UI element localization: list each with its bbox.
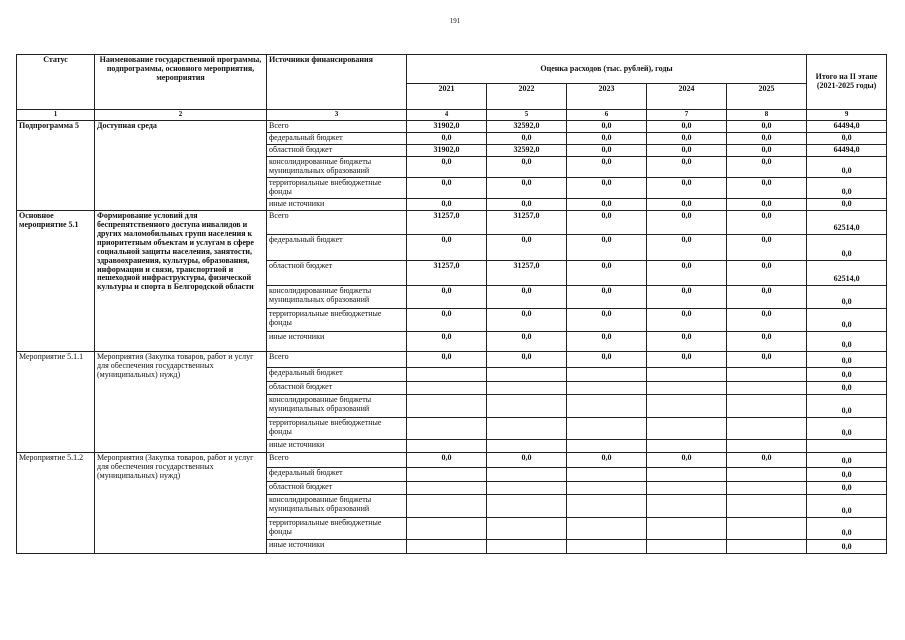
year-value-cell: 0,0 [567, 452, 647, 467]
funding-source: областной бюджет [267, 381, 407, 394]
year-value-cell [727, 367, 807, 381]
total-cell: 0,0 [807, 198, 887, 210]
colnum: 7 [647, 110, 727, 121]
year-value-cell [567, 494, 647, 517]
total-cell: 0,0 [807, 481, 887, 494]
year-value-cell [567, 467, 647, 481]
funding-source: иные источники [267, 331, 407, 351]
year-value-cell: 0,0 [407, 198, 487, 210]
year-value-cell: 0,0 [727, 144, 807, 156]
year-value-cell: 0,0 [567, 144, 647, 156]
colnum: 1 [17, 110, 95, 121]
funding-source: консолидированные бюджеты муниципальных образований [267, 494, 407, 517]
colnum: 6 [567, 110, 647, 121]
year-value-cell [647, 367, 727, 381]
header-status: Статус [17, 55, 95, 110]
total-cell: 62514,0 [807, 210, 887, 234]
year-value-cell [647, 381, 727, 394]
year-value-cell [727, 439, 807, 452]
year-value-cell: 0,0 [567, 351, 647, 367]
funding-source: территориальные внебюджетные фонды [267, 177, 407, 198]
total-cell: 0,0 [807, 308, 887, 331]
expenditure-table [16, 54, 887, 554]
year-value-cell: 31257,0 [487, 260, 567, 285]
total-cell: 64494,0 [807, 144, 887, 156]
year-value-cell: 31902,0 [407, 120, 487, 132]
year-value-cell [727, 394, 807, 417]
page-number: 191 [449, 17, 461, 25]
funding-source: иные источники [267, 439, 407, 452]
year-value-cell: 0,0 [647, 144, 727, 156]
year-value-cell: 32592,0 [487, 120, 567, 132]
year-value-cell [407, 381, 487, 394]
year-value-cell: 0,0 [567, 177, 647, 198]
total-cell: 0,0 [807, 381, 887, 394]
year-value-cell [647, 439, 727, 452]
year-value-cell [487, 367, 567, 381]
year-value-cell [567, 481, 647, 494]
year-value-cell [727, 481, 807, 494]
year-value-cell: 0,0 [727, 452, 807, 467]
year-value-cell: 0,0 [487, 308, 567, 331]
total-cell: 0,0 [807, 156, 887, 177]
colnum: 5 [487, 110, 567, 121]
year-value-cell: 0,0 [727, 331, 807, 351]
row-status: Мероприятие 5.1.1 [17, 351, 95, 452]
row-name: Доступная среда [95, 120, 267, 210]
year-value-cell [487, 417, 567, 439]
header-name: Наименование государственной программы, подпрограммы, основного мероприятия, мероприятия [95, 55, 267, 110]
funding-source: федеральный бюджет [267, 467, 407, 481]
year-value-cell [487, 439, 567, 452]
year-value-cell [407, 367, 487, 381]
year-value-cell: 0,0 [727, 285, 807, 308]
year-value-cell: 31902,0 [407, 144, 487, 156]
year-value-cell [727, 467, 807, 481]
year-2021: 2021 [407, 84, 487, 110]
year-value-cell: 0,0 [407, 351, 487, 367]
table-row [17, 351, 887, 367]
year-2025: 2025 [727, 84, 807, 110]
year-value-cell: 0,0 [567, 285, 647, 308]
year-value-cell: 0,0 [647, 132, 727, 144]
year-value-cell: 0,0 [567, 331, 647, 351]
year-value-cell: 0,0 [727, 260, 807, 285]
year-value-cell: 0,0 [487, 452, 567, 467]
year-value-cell: 0,0 [647, 260, 727, 285]
year-value-cell [487, 481, 567, 494]
year-value-cell: 0,0 [487, 198, 567, 210]
year-value-cell: 0,0 [567, 198, 647, 210]
year-value-cell: 0,0 [567, 210, 647, 234]
year-value-cell: 32592,0 [487, 144, 567, 156]
year-value-cell [647, 417, 727, 439]
year-value-cell: 0,0 [407, 177, 487, 198]
year-value-cell: 0,0 [487, 331, 567, 351]
year-value-cell: 0,0 [407, 234, 487, 260]
year-value-cell [487, 517, 567, 539]
year-2023: 2023 [567, 84, 647, 110]
year-value-cell: 0,0 [727, 120, 807, 132]
year-value-cell: 0,0 [567, 260, 647, 285]
colnum: 3 [267, 110, 407, 121]
row-status: Основное мероприятие 5.1 [17, 210, 95, 351]
funding-source: Всего [267, 452, 407, 467]
year-value-cell [567, 367, 647, 381]
funding-source: областной бюджет [267, 260, 407, 285]
year-value-cell [647, 481, 727, 494]
total-cell: 0,0 [807, 331, 887, 351]
year-value-cell: 0,0 [647, 234, 727, 260]
year-value-cell [487, 539, 567, 553]
column-number-row [17, 110, 887, 121]
year-value-cell: 0,0 [487, 351, 567, 367]
year-value-cell: 0,0 [487, 234, 567, 260]
year-value-cell [407, 417, 487, 439]
year-value-cell [487, 394, 567, 417]
year-value-cell: 0,0 [647, 156, 727, 177]
total-cell: 0,0 [807, 417, 887, 439]
year-value-cell [647, 467, 727, 481]
year-value-cell: 0,0 [487, 177, 567, 198]
year-value-cell: 0,0 [487, 132, 567, 144]
year-value-cell: 0,0 [647, 351, 727, 367]
year-value-cell: 31257,0 [487, 210, 567, 234]
year-value-cell [407, 494, 487, 517]
year-value-cell [567, 381, 647, 394]
year-value-cell [727, 539, 807, 553]
funding-source: консолидированные бюджеты муниципальных образований [267, 394, 407, 417]
colnum: 8 [727, 110, 807, 121]
year-value-cell: 0,0 [727, 177, 807, 198]
year-value-cell: 0,0 [567, 308, 647, 331]
header-row [17, 55, 887, 84]
year-value-cell [407, 481, 487, 494]
funding-source: территориальные внебюджетные фонды [267, 308, 407, 331]
year-value-cell: 0,0 [647, 120, 727, 132]
year-value-cell: 31257,0 [407, 260, 487, 285]
year-value-cell [407, 467, 487, 481]
total-cell: 0,0 [807, 132, 887, 144]
funding-source: Всего [267, 210, 407, 234]
funding-source: территориальные внебюджетные фонды [267, 417, 407, 439]
year-value-cell: 0,0 [647, 285, 727, 308]
year-value-cell: 0,0 [487, 285, 567, 308]
total-cell [807, 439, 887, 452]
total-cell: 0,0 [807, 467, 887, 481]
year-value-cell: 0,0 [727, 198, 807, 210]
year-value-cell [407, 517, 487, 539]
year-value-cell: 0,0 [727, 156, 807, 177]
table-row [17, 120, 887, 132]
year-value-cell: 0,0 [567, 234, 647, 260]
year-2024: 2024 [647, 84, 727, 110]
header-estimate: Оценка расходов (тыс. рублей), годы [407, 55, 807, 84]
year-value-cell: 0,0 [407, 308, 487, 331]
year-value-cell: 0,0 [727, 351, 807, 367]
year-value-cell [567, 539, 647, 553]
year-value-cell: 0,0 [567, 132, 647, 144]
table-row [17, 210, 887, 234]
funding-source: Всего [267, 351, 407, 367]
total-cell: 0,0 [807, 177, 887, 198]
year-value-cell: 0,0 [647, 210, 727, 234]
year-value-cell [567, 517, 647, 539]
header-sources: Источники финансирования [267, 55, 407, 110]
total-cell: 0,0 [807, 285, 887, 308]
colnum: 4 [407, 110, 487, 121]
total-cell: 0,0 [807, 539, 887, 553]
year-value-cell [567, 394, 647, 417]
year-value-cell [567, 417, 647, 439]
year-value-cell: 0,0 [647, 308, 727, 331]
year-value-cell [407, 439, 487, 452]
year-value-cell [567, 439, 647, 452]
header-total: Итого на II этапе (2021-2025 годы) [807, 55, 887, 110]
colnum: 9 [807, 110, 887, 121]
year-value-cell [727, 494, 807, 517]
funding-source: Всего [267, 120, 407, 132]
year-value-cell [647, 517, 727, 539]
total-cell: 0,0 [807, 234, 887, 260]
table-row [17, 452, 887, 467]
row-status: Мероприятие 5.1.2 [17, 452, 95, 553]
total-cell: 0,0 [807, 452, 887, 467]
year-value-cell [727, 517, 807, 539]
funding-source: консолидированные бюджеты муниципальных образований [267, 156, 407, 177]
year-value-cell: 0,0 [647, 331, 727, 351]
total-cell: 0,0 [807, 517, 887, 539]
year-value-cell: 0,0 [407, 285, 487, 308]
year-value-cell [487, 381, 567, 394]
funding-source: консолидированные бюджеты муниципальных образований [267, 285, 407, 308]
total-cell: 0,0 [807, 394, 887, 417]
year-value-cell [407, 394, 487, 417]
year-value-cell: 0,0 [727, 308, 807, 331]
total-cell: 0,0 [807, 351, 887, 367]
year-2022: 2022 [487, 84, 567, 110]
year-value-cell [407, 539, 487, 553]
funding-source: территориальные внебюджетные фонды [267, 517, 407, 539]
year-value-cell: 0,0 [727, 234, 807, 260]
funding-source: иные источники [267, 198, 407, 210]
year-value-cell: 0,0 [407, 132, 487, 144]
funding-source: областной бюджет [267, 481, 407, 494]
year-value-cell [647, 494, 727, 517]
year-value-cell: 0,0 [407, 331, 487, 351]
year-value-cell: 0,0 [727, 210, 807, 234]
year-value-cell: 0,0 [647, 177, 727, 198]
year-value-cell: 0,0 [487, 156, 567, 177]
total-cell: 62514,0 [807, 260, 887, 285]
funding-source: иные источники [267, 539, 407, 553]
funding-source: федеральный бюджет [267, 234, 407, 260]
year-value-cell: 31257,0 [407, 210, 487, 234]
row-name: Мероприятия (Закупка товаров, работ и услуг для обеспечения государственных (муниципальных) нужд) [95, 452, 267, 553]
funding-source: областной бюджет [267, 144, 407, 156]
year-value-cell: 0,0 [727, 132, 807, 144]
year-value-cell: 0,0 [647, 198, 727, 210]
year-value-cell: 0,0 [407, 452, 487, 467]
year-value-cell [487, 494, 567, 517]
funding-source: федеральный бюджет [267, 132, 407, 144]
year-value-cell [727, 417, 807, 439]
year-value-cell [647, 394, 727, 417]
total-cell: 0,0 [807, 367, 887, 381]
row-name: Формирование условий для беспрепятственного доступа инвалидов и других маломобильных групп населения к приоритетным объектам и услугам в сфере социальной защиты населения, занятости, здравоохранения, культуры, образования, информации и связи, транспортной и пешеходной инфраструктуры, физической культуры и спорта в Белгородской области [95, 210, 267, 351]
year-value-cell: 0,0 [647, 452, 727, 467]
row-name: Мероприятия (Закупка товаров, работ и услуг для обеспечения государственных (муниципальных) нужд) [95, 351, 267, 452]
year-value-cell [647, 539, 727, 553]
year-value-cell: 0,0 [567, 120, 647, 132]
colnum: 2 [95, 110, 267, 121]
year-value-cell: 0,0 [567, 156, 647, 177]
year-value-cell [727, 381, 807, 394]
total-cell: 64494,0 [807, 120, 887, 132]
total-cell: 0,0 [807, 494, 887, 517]
year-value-cell: 0,0 [407, 156, 487, 177]
funding-source: федеральный бюджет [267, 367, 407, 381]
year-value-cell [487, 467, 567, 481]
row-status: Подпрограмма 5 [17, 120, 95, 210]
